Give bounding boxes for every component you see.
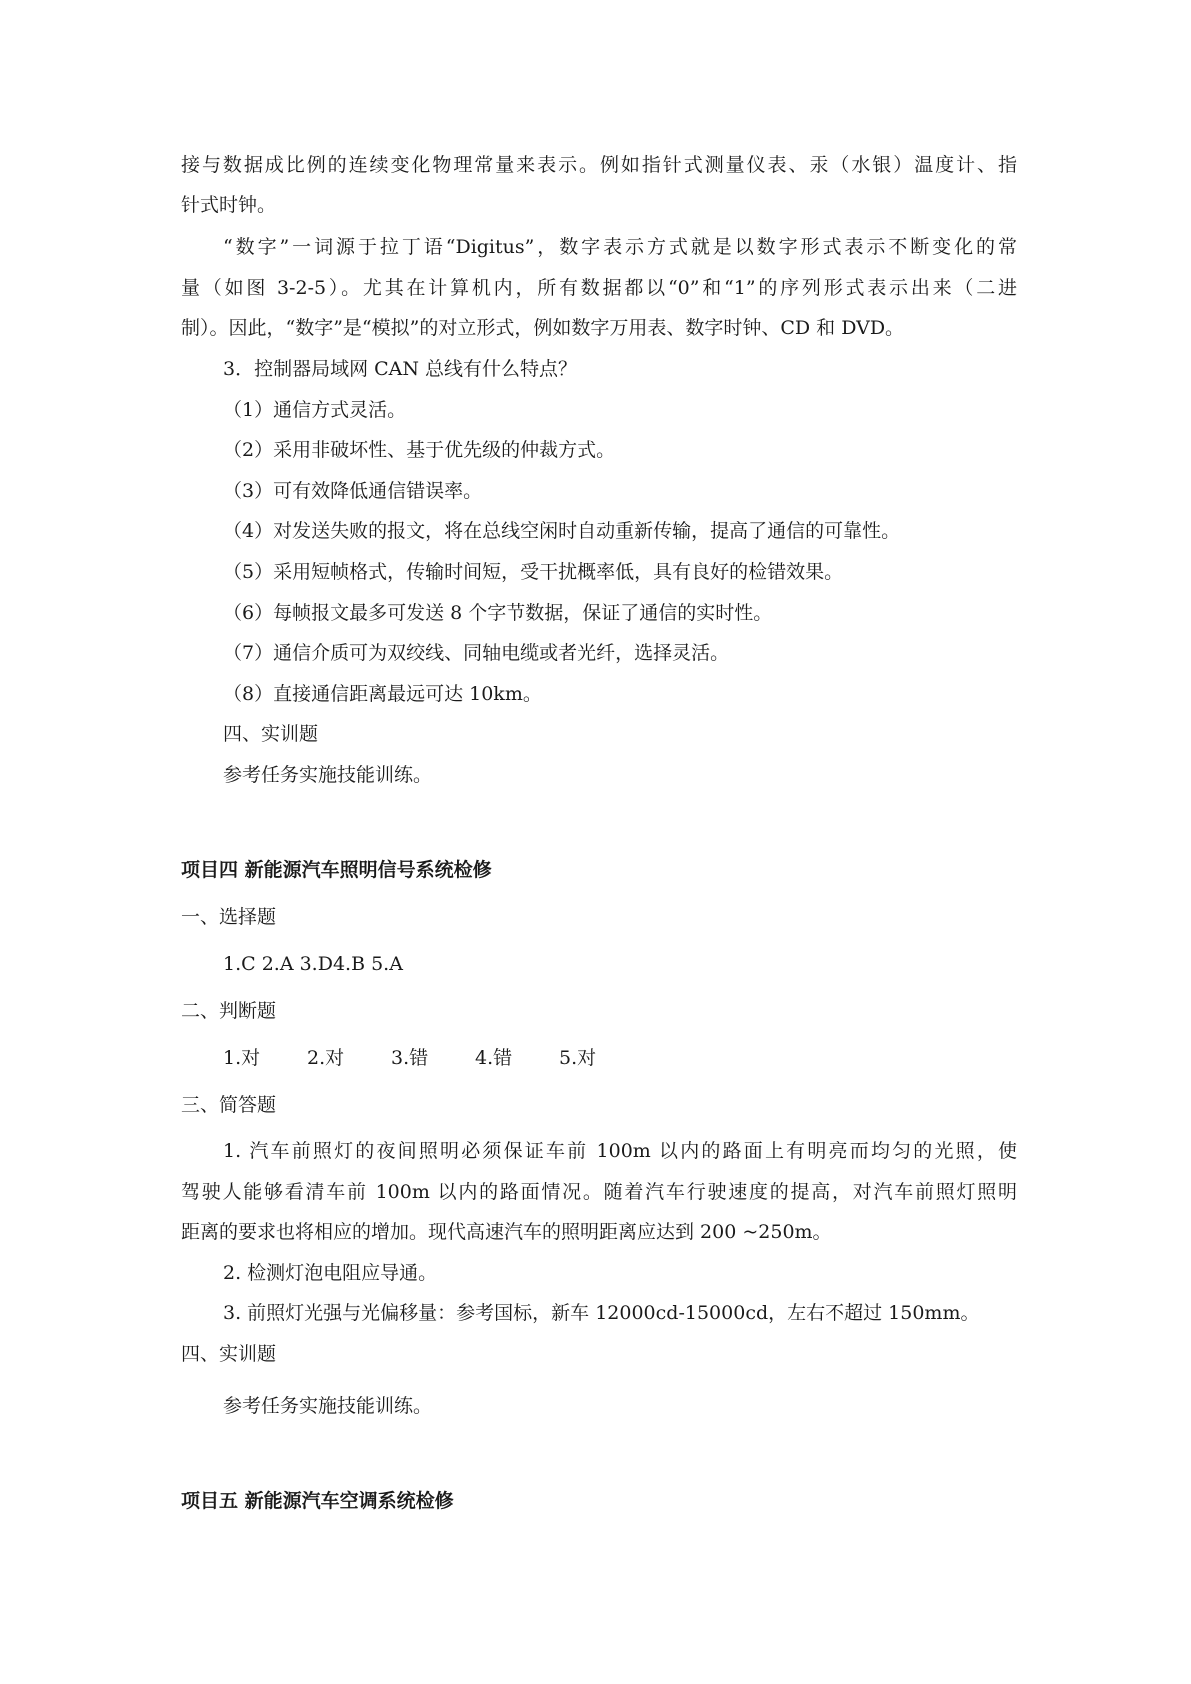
question-3: 3．控制器局域网 CAN 总线有什么特点？: [223, 358, 578, 380]
true-false-answers: [223, 1045, 643, 1071]
answer-1-line-2: 驾驶人能够看清车前 100m 以内的路面情况。随着汽车行驶速度的提高，对汽车前照灯照明: [181, 1181, 1017, 1203]
choice-heading: 一、选择题: [181, 906, 277, 928]
analog-text-line-2: 针式时钟。: [181, 194, 277, 216]
training-heading: 四、实训题: [181, 1343, 277, 1365]
digital-text-line-2: 量（如图 3-2-5）。尤其在计算机内，所有数据都以“0”和“1”的序列形式表示出来（二进: [181, 277, 1017, 299]
choice-answers: 1.C 2.A 3.D4.B 5.A: [223, 953, 403, 975]
answer-1-line-3: 距离的要求也将相应的增加。现代高速汽车的照明距离应达到 200 ~250m。: [181, 1221, 832, 1243]
training-heading: 四、实训题: [223, 723, 319, 745]
feature-item: （1）通信方式灵活。: [223, 399, 407, 421]
tf-answer: 2.对: [307, 1047, 345, 1069]
tf-answer: 5.对: [559, 1047, 597, 1069]
short-answer-heading: 三、简答题: [181, 1094, 277, 1116]
feature-item: （6）每帧报文最多可发送 8 个字节数据，保证了通信的实时性。: [223, 602, 773, 624]
analog-text-line-1: 接与数据成比例的连续变化物理常量来表示。例如指针式测量仪表、汞（水银）温度计、指: [181, 154, 1017, 176]
project-4-title: 项目四 新能源汽车照明信号系统检修: [181, 859, 492, 881]
answer-2: 2. 检测灯泡电阻应导通。: [223, 1262, 438, 1284]
digital-text-line-3: 制）。因此，“数字”是“模拟”的对立形式，例如数字万用表、数字时钟、CD 和 DVD。: [181, 317, 905, 339]
project-5-title: 项目五 新能源汽车空调系统检修: [181, 1490, 454, 1512]
training-text: 参考任务实施技能训练。: [223, 1395, 433, 1417]
tf-answer: 3.错: [391, 1047, 429, 1069]
answer-3: 3. 前照灯光强与光偏移量：参考国标，新车 12000cd-15000cd，左右不超过 150mm。: [223, 1302, 980, 1324]
training-text: 参考任务实施技能训练。: [223, 764, 433, 786]
true-false-heading: 二、判断题: [181, 1000, 277, 1022]
tf-answer: 1.对: [223, 1047, 261, 1069]
answer-1-line-1: 1. 汽车前照灯的夜间照明必须保证车前 100m 以内的路面上有明亮而均匀的光照，使: [223, 1140, 1017, 1162]
tf-answer: 4.错: [475, 1047, 513, 1069]
feature-item: （4）对发送失败的报文，将在总线空闲时自动重新传输，提高了通信的可靠性。: [223, 520, 901, 542]
feature-item: （3）可有效降低通信错误率。: [223, 480, 483, 502]
digital-text-line-1: “数字”一词源于拉丁语“Digitus”，数字表示方式就是以数字形式表示不断变化的常: [223, 236, 1017, 258]
feature-item: （5）采用短帧格式，传输时间短，受干扰概率低，具有良好的检错效果。: [223, 561, 844, 583]
feature-item: （2）采用非破坏性、基于优先级的仲裁方式。: [223, 439, 616, 461]
feature-item: （8）直接通信距离最远可达 10km。: [223, 683, 542, 705]
feature-item: （7）通信介质可为双绞线、同轴电缆或者光纤，选择灵活。: [223, 642, 730, 664]
